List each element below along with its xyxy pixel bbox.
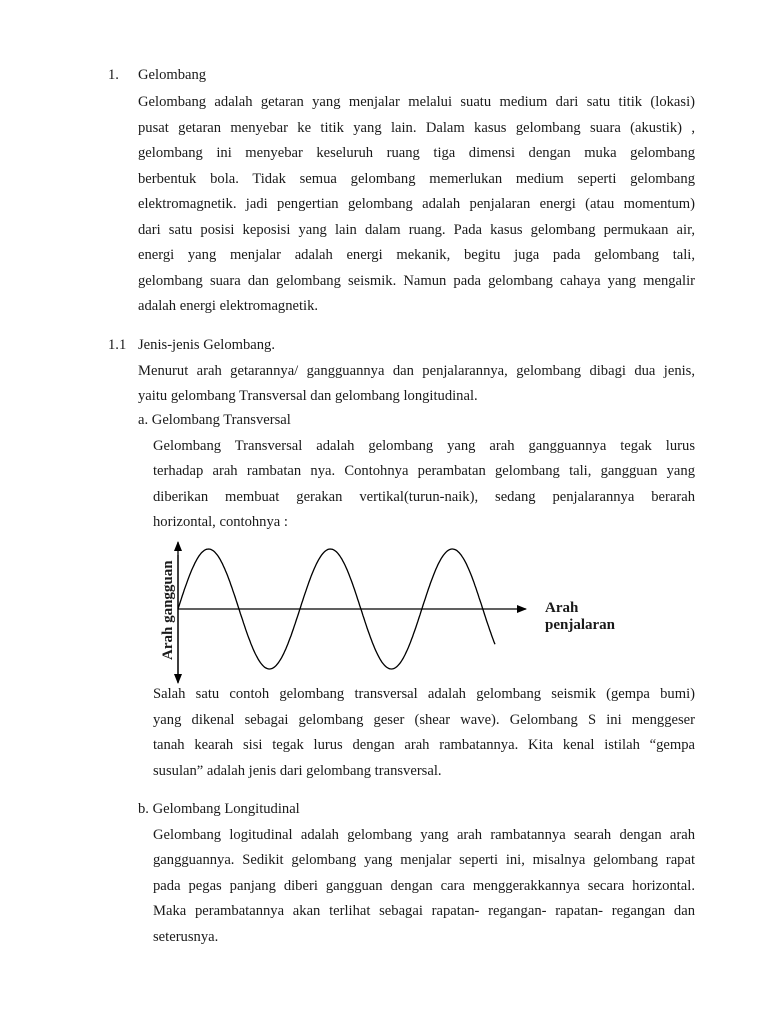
paragraph-line: adalah energi elektromagnetik.: [138, 298, 319, 314]
paragraph-line: terhadap arah rambatan nya. Contohnya perambatan gelombang tali, gangguan yang: [153, 463, 695, 479]
paragraph-line: yang dikenal sebagai gelombang geser (shear wave). Gelombang S ini menggeser: [153, 712, 695, 728]
paragraph-line: berbentuk bola. Tidak semua gelombang memerlukan medium seperti gelombang: [138, 171, 695, 187]
paragraph-line: Menurut arah getarannya/ gangguannya dan penjalarannya, gelombang dibagi dua jenis,: [138, 363, 695, 379]
paragraph-line: diberikan membuat gerakan vertikal(turun-naik), sedang penjalarannya berarah: [153, 489, 695, 505]
paragraph-line: elektromagnetik. jadi pengertian gelombang adalah penjalaran energi (atau momentum): [138, 196, 695, 212]
subsection-title: a. Gelombang Transversal: [138, 412, 291, 428]
section-number: 1.: [108, 67, 119, 83]
x-axis-label-line2: penjalaran: [545, 617, 616, 633]
paragraph-line: Gelombang logitudinal adalah gelombang yang arah rambatannya searah dengan arah: [153, 827, 695, 843]
paragraph-line: pusat getaran menyebar ke titik yang lain. Dalam kasus gelombang suara (akustik) ,: [138, 120, 695, 136]
paragraph-line: tanah kearah sisi tegak lurus dengan arah rambatannya. Kita kenal istilah “gempa: [153, 737, 695, 753]
paragraph-line: Maka perambatannya akan terlihat sebagai rapatan- regangan- rapatan- regangan dan: [153, 903, 695, 919]
paragraph-line: susulan” adalah jenis dari gelombang transversal.: [153, 763, 442, 779]
paragraph-line: energi yang menjalar adalah energi mekanik, begitu juga pada gelombang tali,: [138, 247, 695, 263]
paragraph-line: horizontal, contohnya :: [153, 514, 288, 530]
paragraph-line: gelombang ini menyebar keseluruh ruang tiga dimensi dengan muka gelombang: [138, 145, 695, 161]
subsection-title: b. Gelombang Longitudinal: [138, 801, 300, 817]
paragraph-line: pada pegas panjang diberi gangguan dengan cara menggerakkannya secara horizontal.: [153, 878, 695, 894]
section-title: Jenis-jenis Gelombang.: [138, 337, 275, 353]
section-title: Gelombang: [138, 67, 207, 83]
paragraph-line: gangguannya. Sedikit gelombang yang menjalar seperti ini, misalnya gelombang rapat: [153, 852, 695, 868]
paragraph-line: yaitu gelombang Transversal dan gelombang longitudinal.: [138, 388, 478, 404]
paragraph-line: gelombang suara dan gelombang seismik. Namun pada gelombang cahaya yang mengalir: [138, 273, 695, 289]
paragraph-line: seterusnya.: [153, 929, 219, 945]
section-number: 1.1: [108, 337, 127, 353]
paragraph-line: Gelombang Transversal adalah gelombang yang arah gangguannya tegak lurus: [153, 438, 695, 454]
paragraph-line: Salah satu contoh gelombang transversal adalah gelombang seismik (gempa bumi): [153, 686, 695, 702]
paragraph-line: dari satu posisi keposisi yang lain dalam ruang. Pada kasus gelombang permukaan air,: [138, 222, 695, 238]
paragraph-line: Gelombang adalah getaran yang menjalar melalui suatu medium dari satu titik (lokasi): [138, 94, 695, 110]
y-axis-label: Arah gangguan: [160, 560, 176, 660]
x-axis-label-line1: Arah: [545, 600, 579, 616]
